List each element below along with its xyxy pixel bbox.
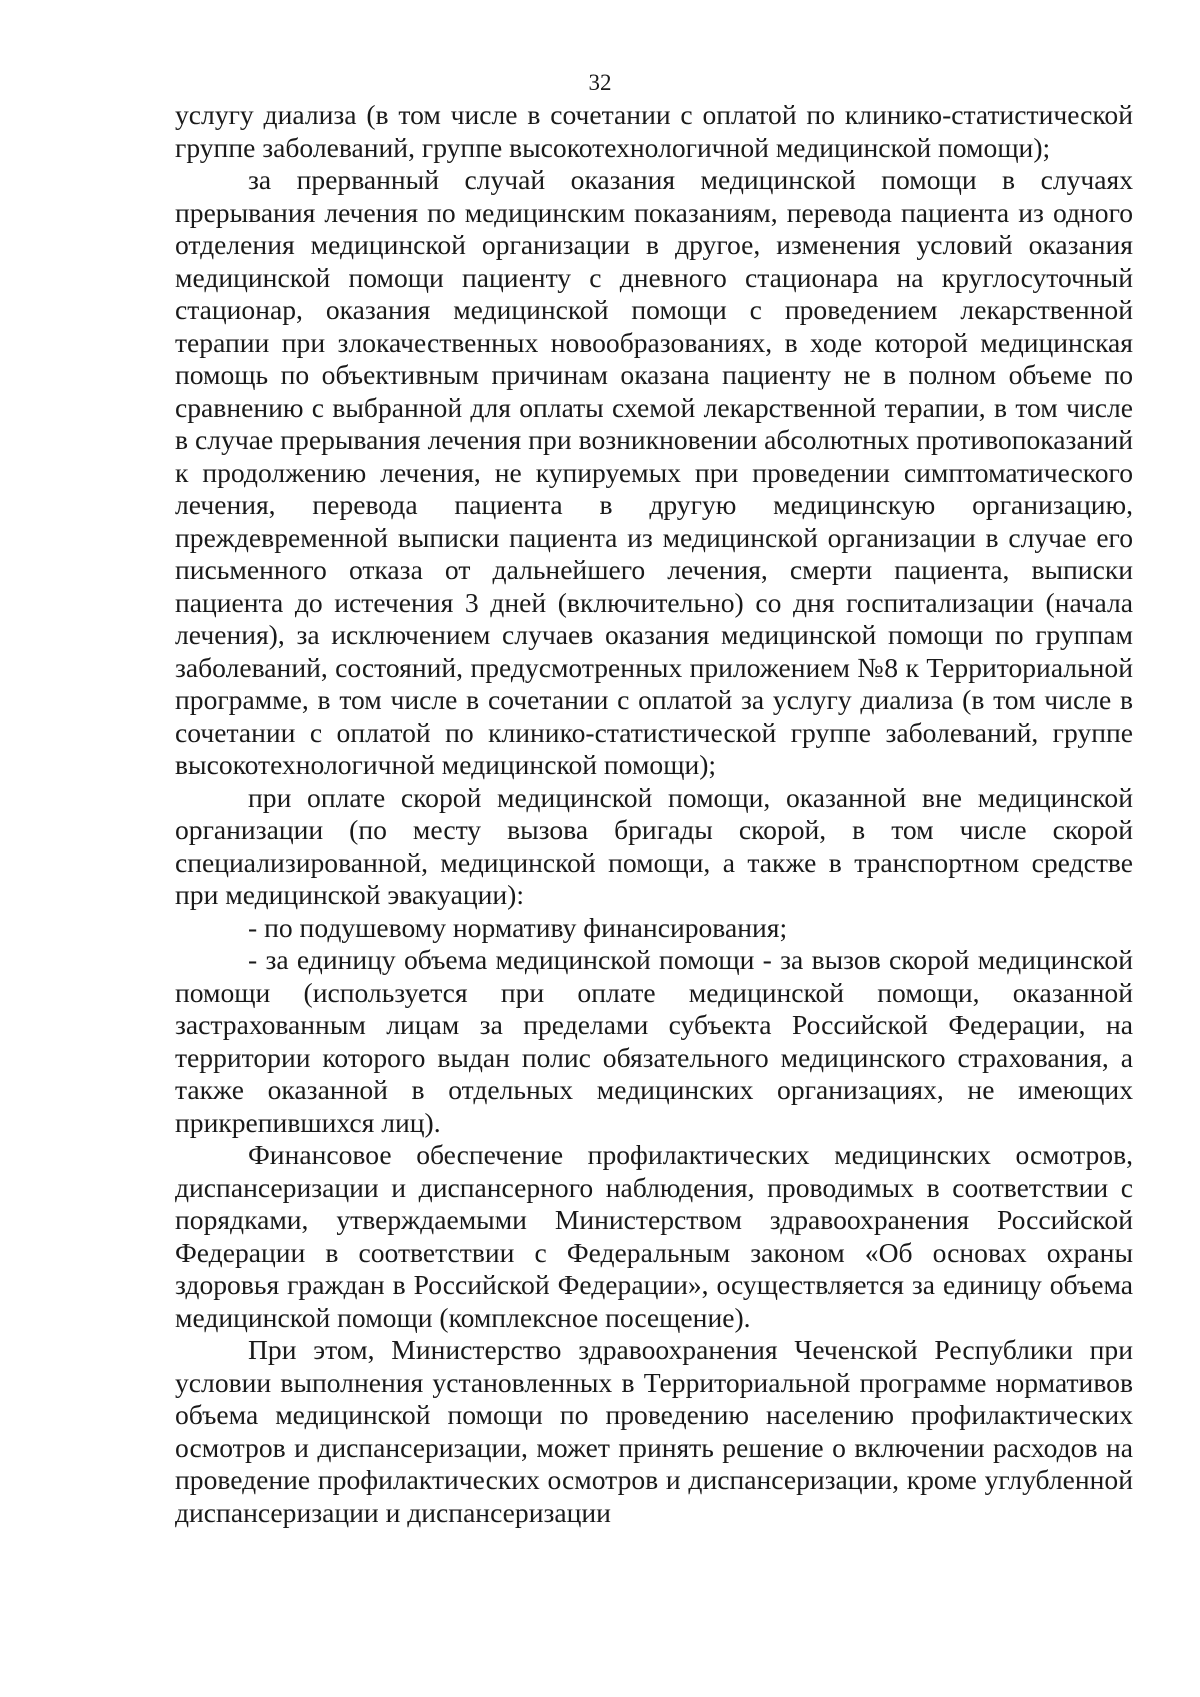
- paragraph: - по подушевому нормативу финансирования;: [248, 911, 788, 943]
- paragraph: Финансовое обеспечение профилактических медицинских осмотров, диспансеризации и диспансерного наблюдения, проводимых в соответствии с порядками, утверждаемыми Министерством здравоохранения Российской Федерации в соответствии с Федеральным законом «Об основах охраны здоровья граждан в Российской Федерации», осуществляется за единицу объема медицинской помощи (комплексное посещение).: [175, 1139, 1133, 1333]
- page-number: 32: [588, 70, 612, 95]
- paragraph: При этом, Министерство здравоохранения Чеченской Республики при условии выполнения установленных в Территориальной программе нормативов объема медицинской помощи по проведению населению профилактических осмотров и диспансеризации, может принять решение о включении расходов на проведение профилактических осмотров и диспансеризации, кроме углубленной диспансеризации и диспансеризации: [175, 1334, 1133, 1528]
- document-body: [175, 99, 1133, 1529]
- paragraph: за прерванный случай оказания медицинской помощи в случаях прерывания лечения по медицинским показаниям, перевода пациента из одного отделения медицинской организации в другое, изменения условий оказания медицинской помощи пациенту с дневного стационара на круглосуточный стационар, оказания медицинской помощи с проведением лекарственной терапии при злокачественных новообразованиях, в ходе которой медицинская помощь по объективным причинам оказана пациенту не в полном объеме по сравнению с выбранной для оплаты схемой лекарственной терапии, в том числе в случае прерывания лечения при возникновении абсолютных противопоказаний к продолжению лечения, не купируемых при проведении симптоматического лечения, перевода пациента в другую медицинскую организацию, преждевременной выписки пациента из медицинской организации в случае его письменного отказа от дальнейшего лечения, смерти пациента, выписки пациента до истечения 3 дней (включительно) со дня госпитализации (начала лечения), за исключением случаев оказания медицинской помощи по группам заболеваний, состояний, предусмотренных приложением №8 к Территориальной программе, в том числе в сочетании с оплатой за услугу диализа (в том числе в сочетании с оплатой по клинико-статистической группе заболеваний, группе высокотехнологичной медицинской помощи);: [175, 164, 1133, 780]
- paragraph: при оплате скорой медицинской помощи, оказанной вне медицинской организации (по месту вызова бригады скорой, в том числе скорой специализированной, медицинской помощи, а также в транспортном средстве при медицинской эвакуации):: [175, 781, 1133, 910]
- paragraph: услугу диализа (в том числе в сочетании с оплатой по клинико-статистической группе заболеваний, группе высокотехнологичной медицинской помощи);: [175, 99, 1133, 163]
- paragraph: - за единицу объема медицинской помощи - за вызов скорой медицинской помощи (используется при оплате медицинской помощи, оказанной застрахованным лицам за пределами субъекта Российской Федерации, на территории которого выдан полис обязательного медицинского страхования, а также оказанной в отдельных медицинских организациях, не имеющих прикрепившихся лиц).: [175, 944, 1133, 1138]
